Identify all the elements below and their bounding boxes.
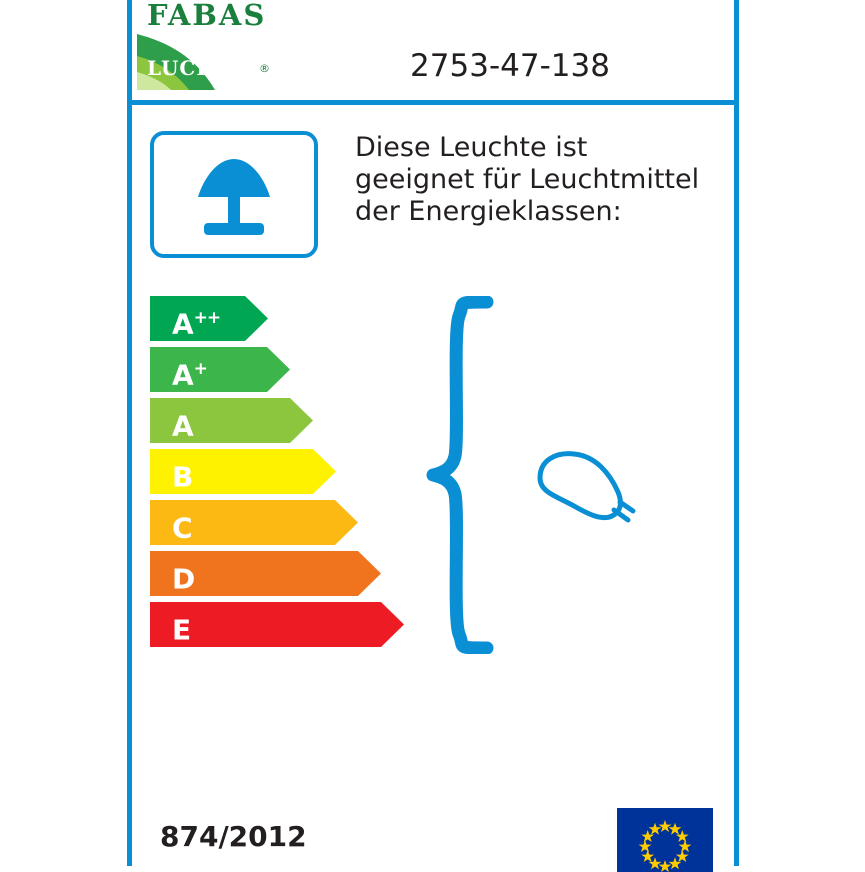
brand-logo — [137, 0, 279, 90]
article-code: 2753-47-138 — [410, 48, 610, 84]
energy-class-label: D — [172, 562, 196, 596]
frame-border-left — [127, 0, 132, 866]
energy-class-label: B — [172, 460, 194, 494]
heading-text: Diese Leuchte ist geeignet für Leuchtmittel der Energieklassen: — [355, 132, 700, 227]
logo-brand-name: FABAS — [147, 0, 267, 32]
energy-class-row — [150, 347, 390, 392]
energy-class-row — [150, 551, 390, 596]
frame-divider-line — [132, 100, 734, 105]
energy-class-label: A++ — [172, 307, 221, 341]
lamp-pictogram-box — [150, 131, 318, 258]
energy-class-label: A+ — [172, 358, 207, 392]
energy-class-row — [150, 449, 390, 494]
european-union-flag — [617, 808, 713, 872]
energy-class-label: A — [172, 409, 194, 443]
table-lamp-icon — [178, 153, 290, 243]
energy-class-row — [150, 500, 390, 545]
regulation-number: 874/2012 — [160, 820, 307, 853]
logo-brand-subname: LUCE — [147, 56, 213, 80]
light-bulb-icon — [530, 448, 640, 528]
energy-class-label: E — [172, 613, 192, 647]
energy-class-row — [150, 296, 390, 341]
energy-class-label: C — [172, 511, 193, 545]
registered-mark: ® — [259, 62, 270, 75]
energy-class-scale — [150, 296, 390, 654]
energy-class-row — [150, 398, 390, 443]
arrow-shape-a-plus — [150, 347, 290, 392]
energy-class-row — [150, 602, 390, 647]
frame-border-right — [734, 0, 739, 866]
